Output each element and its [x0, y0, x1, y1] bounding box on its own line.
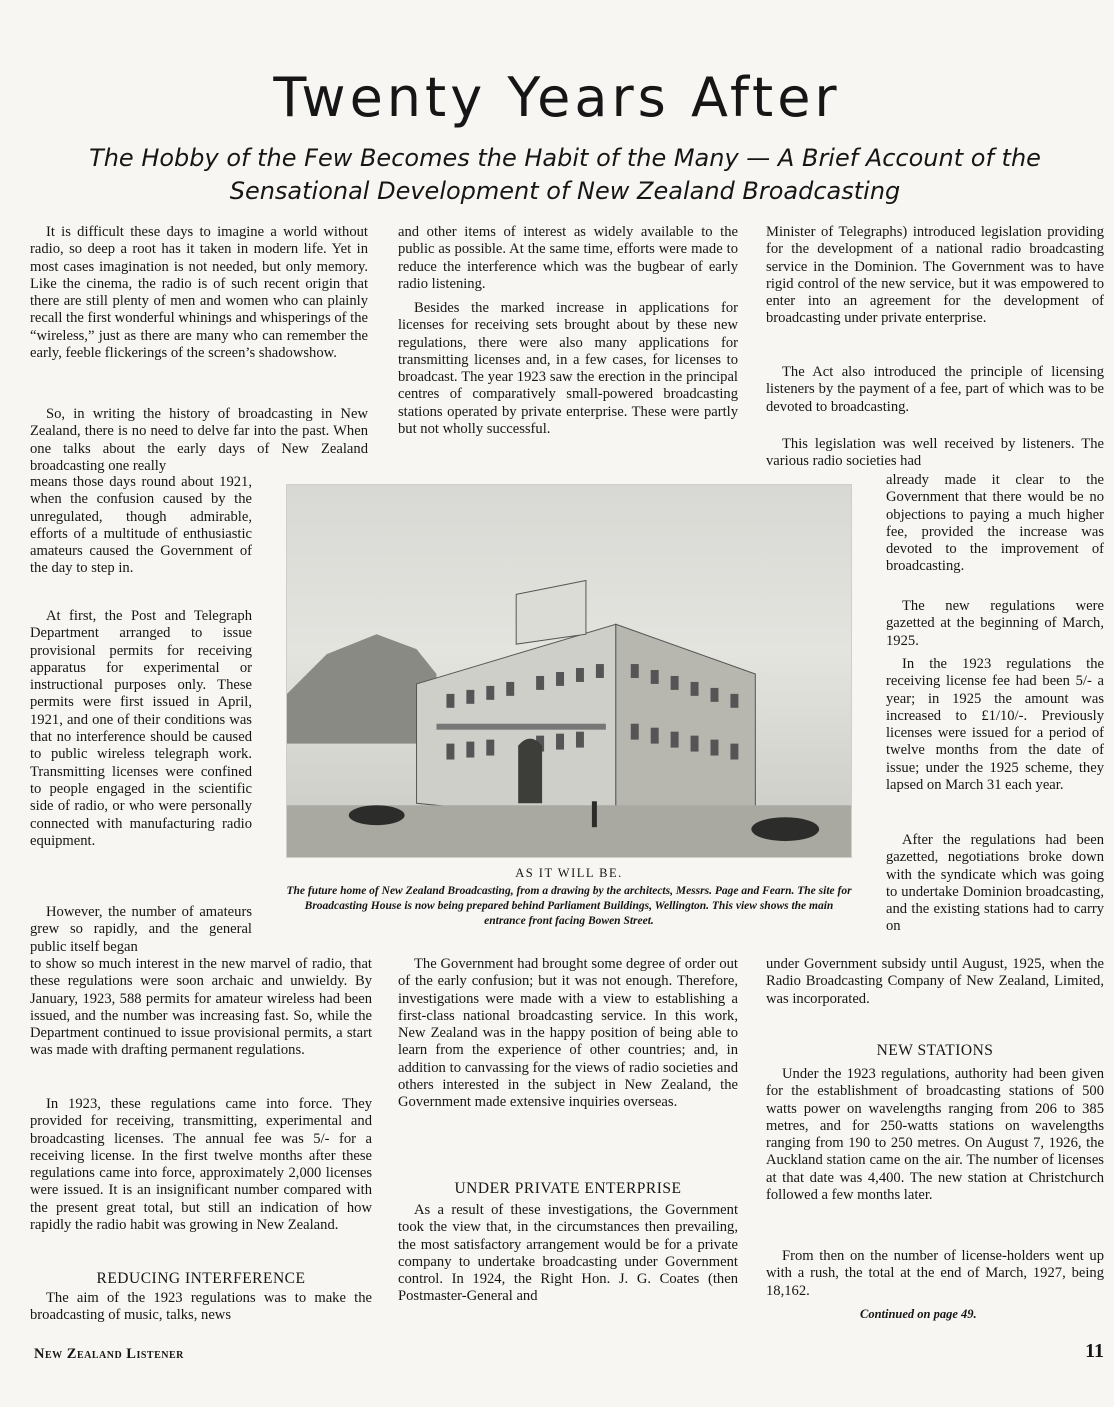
car-right: [751, 817, 819, 841]
col1-paragraph-2b: means those days round about 1921, when the confusion caused by the unregulated, though admirable, efforts of a multitude of enthusiastic amateurs caused the Government of the day to step in.: [30, 474, 252, 577]
col1-paragraph-3: At first, the Post and Telegraph Department arranged to issue provisional permits for receiving apparatus for experimental or instructional purposes only. These permits were first issued in April, 1921, and one of their conditions was that no interference should be caused to public wireless telegraph work. Transmitting licenses were confined to people engaged in the scientific side of radio, or who were personally connected with manufacturing radio equipment.: [30, 608, 252, 849]
col3-paragraph-1: Minister of Telegraphs) introduced legislation providing for the development of a national radio broadcasting service in the Dominion. The Government was to have rigid control of the new service, but it was empowered to enter into an agreement for the development of broadcasting under private enterprise.: [766, 224, 1104, 327]
building-drawing: [287, 485, 851, 857]
col3-paragraph-2: The Act also introduced the principle of licensing listeners by the payment of a fee, part of which was to be devoted to broadcasting.: [766, 364, 1104, 415]
col1-paragraph-2a: So, in writing the history of broadcasting in New Zealand, there is no need to delve far into the past. When one talks about the early days of New Zealand broadcasting one really: [30, 406, 368, 474]
col2-paragraph-4: As a result of these investigations, the Government took the view that, in the circumstances then prevailing, the most satisfactory arrangement would be for a private company to undertake broadcasting under Government control. In 1924, the Right Hon. J. G. Coates (then Postmaster-General and: [398, 1202, 738, 1305]
figure-heading: AS IT WILL BE.: [515, 866, 623, 880]
section-heading-reducing-interference: REDUCING INTERFERENCE: [96, 1270, 306, 1287]
broadcasting-house-illustration: [286, 484, 852, 858]
building-band: [436, 724, 605, 730]
main-entrance-arch: [518, 739, 542, 804]
col1-paragraph-5: In 1923, these regulations came into force. They provided for receiving, transmitting, experimental and broadcasting licenses. The annual fee was 5/- for a receiving license. In the first twelve months after these regulations came into force, approximately 2,000 licenses were issued. It is an insignificant number compared with the present great total, but still an indication of how rapidly the radio habit was growing in New Zealand.: [30, 1096, 372, 1234]
section-heading-private-enterprise: UNDER PRIVATE ENTERPRISE: [454, 1180, 682, 1197]
building-left-wing: [417, 624, 616, 823]
pedestrian: [592, 801, 597, 827]
col3-paragraph-4: The new regulations were gazetted at the beginning of March, 1925.: [886, 598, 1104, 649]
article-title: Twenty Years After: [273, 66, 841, 129]
col3-paragraph-6a: After the regulations had been gazetted, negotiations broke down with the syndicate which was going to undertake Dominion broadcasting, and the existing stations had to carry on: [886, 832, 1104, 935]
col1-paragraph-1: It is difficult these days to imagine a world without radio, so deep a root has it taken in modern life. Yet in most cases imagination is not needed, but only memory. Like the cinema, the radio is of such recent origin that there are still plenty of men and women who can plainly recall the first wonderful whinings and whisperings of the “wireless,” just as there are many who can remember the early, feeble flickerings of the screen’s shadowshow.: [30, 224, 369, 362]
col3-paragraph-7: Under the 1923 regulations, authority had been given for the establishment of broadcasting stations of 500 watts power on wavelengths ranging from 206 to 385 metres, and for 250-watts stations on wavelengths ranging from 190 to 250 metres. On August 7, 1926, the Auckland station came on the air. The number of licenses at that date was 4,400. The new station at Christchurch followed a few months later.: [766, 1066, 1104, 1204]
publication-name: New Zealand Listener: [34, 1346, 184, 1362]
col3-paragraph-8: From then on the number of license-holders went up with a rush, the total at the end of March, 1927, being 18,162.: [766, 1248, 1104, 1299]
col3-paragraph-5: In the 1923 regulations the receiving license fee had been 5/- a year; in 1925 the amount was increased to £1/10/-. Previously licenses were issued for a period of twelve months from the date of issue; under the 1925 scheme, they lapsed on March 31 each year.: [886, 656, 1104, 794]
col3-paragraph-3a: This legislation was well received by listeners. The various radio societies had: [766, 436, 1104, 470]
col2-paragraph-3: The Government had brought some degree of order out of the early confusion; but it was not enough. Therefore, investigations were made with a view to establishing a first-class national broadcasting service. In this work, New Zealand was in the happy position of being able to learn from the experience of other countries; and, in addition to canvassing for the views of radio societies and others interested in the subject in New Zealand, the Government made extensive inquiries overseas.: [398, 956, 738, 1111]
col1-paragraph-6: The aim of the 1923 regulations was to make the broadcasting of music, talks, news: [30, 1290, 372, 1324]
col3-paragraph-3b: already made it clear to the Government that there would be no objections to paying a much higher fee, provided the increase was devoted to the improvement of broadcasting.: [886, 472, 1104, 575]
page-number: 11: [1085, 1340, 1104, 1362]
col1-paragraph-4b: to show so much interest in the new marvel of radio, that these regulations were soon archaic and unwieldy. By January, 1923, 588 permits for amateur wireless had been issued, and the number was increasing fast. So, while the Department continued to issue provisional permits, a start was made with drafting permanent regulations.: [30, 956, 372, 1059]
col3-paragraph-6b: under Government subsidy until August, 1925, when the Radio Broadcasting Company of New Zealand, Limited, was incorporated.: [766, 956, 1104, 1007]
building-right-wing: [616, 624, 756, 823]
continued-note: Continued on page 49.: [860, 1307, 977, 1321]
figure-caption: The future home of New Zealand Broadcasting, from a drawing by the architects, Messrs. Page and Fearn. The site for Broadcasting House is now being prepared behind Parliament Buildings, Wellington. This view shows the main entrance front facing Bowen Street.: [286, 885, 852, 927]
car-left: [349, 805, 405, 825]
col2-paragraph-1: and other items of interest as widely available to the public as possible. At the same time, efforts were made to reduce the interference which was the bugbear of early radio listening.: [398, 224, 738, 292]
section-heading-new-stations: NEW STATIONS: [876, 1042, 994, 1059]
col2-paragraph-2: Besides the marked increase in applications for licenses for receiving sets brought about by these new regulations, there were also many applications for transmitting licenses and, in a few cases, for licenses to broadcast. The year 1923 saw the erection in the principal centres of comparatively small-powered broadcasting stations operated by private enterprise. These were partly but not wholly successful.: [398, 300, 738, 438]
hills-shape: [287, 634, 436, 743]
building-tower: [516, 580, 586, 644]
article-subtitle: The Hobby of the Few Becomes the Habit of the Many — A Brief Account of the Sensational Development of New Zealand Broadcasting: [89, 144, 1041, 205]
col1-paragraph-4a: However, the number of amateurs grew so rapidly, and the general public itself began: [30, 904, 252, 955]
